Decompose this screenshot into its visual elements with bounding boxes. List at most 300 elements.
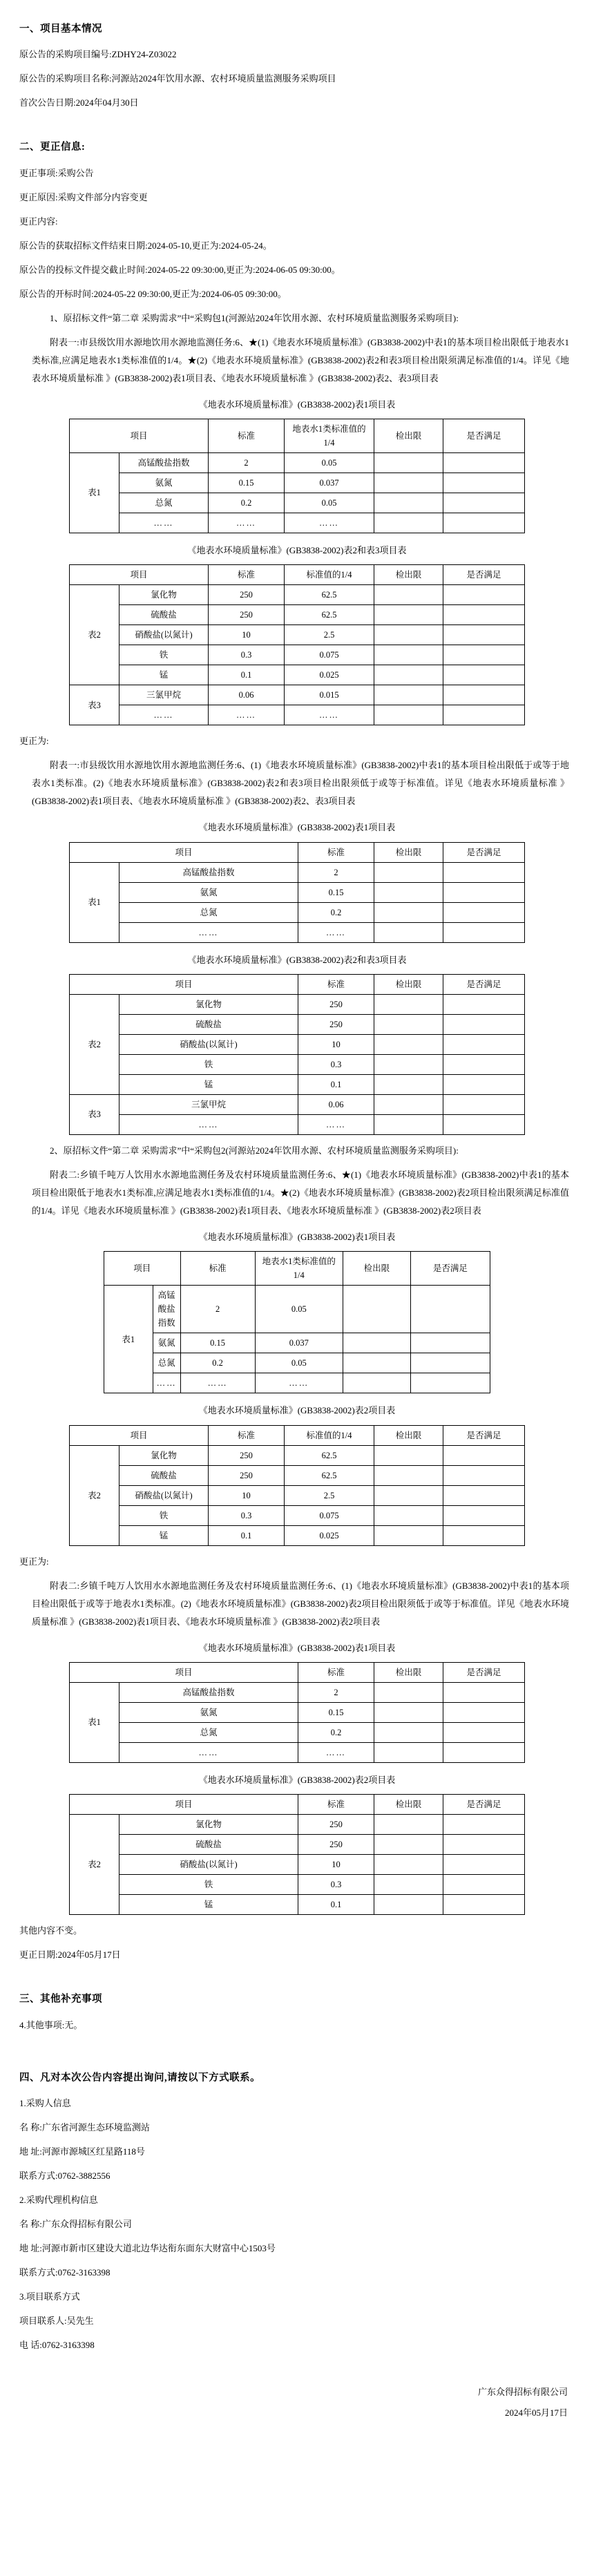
cell-standard: 0.1 xyxy=(298,1074,374,1094)
col-item: 项目 xyxy=(70,1662,298,1682)
cell-meet xyxy=(443,665,525,685)
table-row xyxy=(70,1074,525,1094)
cell-item: 硝酸盐(以氮计) xyxy=(119,1855,298,1875)
cell-standard: 10 xyxy=(298,1034,374,1054)
cell-standard: 2 xyxy=(209,452,285,473)
col-item: 项目 xyxy=(70,419,209,452)
section-heading-basic-info: 一、项目基本情况 xyxy=(19,23,102,35)
cell-standard: 10 xyxy=(298,1855,374,1875)
table-row xyxy=(104,1353,490,1373)
pkg2-correct-to-label: 更正为: xyxy=(19,1556,49,1567)
cell-limit xyxy=(374,473,443,493)
cell-limit xyxy=(374,1835,443,1855)
cell-meet xyxy=(443,585,525,605)
correction-date: 更正日期:2024年05月17日 xyxy=(19,1949,121,1960)
cell-item: 三氯甲烷 xyxy=(119,1094,298,1114)
group-label: 表2 xyxy=(70,1445,119,1545)
correction-matter: 更正事项:采购公告 xyxy=(19,167,94,178)
table-row xyxy=(70,1054,525,1074)
cell-limit xyxy=(374,902,443,922)
cell-standard: …… xyxy=(298,1742,374,1762)
cell-standard: …… xyxy=(298,1114,374,1134)
col-meet: 是否满足 xyxy=(443,1425,525,1445)
cell-limit xyxy=(343,1286,410,1333)
table-p1-new-t1 xyxy=(69,842,525,943)
cell-limit xyxy=(374,882,443,902)
table-row xyxy=(70,1034,525,1054)
cell-quarter: 0.075 xyxy=(285,1505,374,1525)
cell-item: 高锰酸盐指数 xyxy=(119,862,298,882)
cell-meet xyxy=(443,605,525,625)
cell-standard: 0.15 xyxy=(298,882,374,902)
cell-item: 氯化物 xyxy=(119,994,298,1014)
col-limit: 检出限 xyxy=(374,974,443,994)
cell-item: …… xyxy=(119,1742,298,1762)
pkg1-correct-to-label: 更正为: xyxy=(19,736,49,747)
cell-standard: 250 xyxy=(298,1014,374,1034)
cell-limit xyxy=(374,605,443,625)
col-standard: 标准 xyxy=(298,1662,374,1682)
cell-meet xyxy=(443,473,525,493)
cell-quarter: 2.5 xyxy=(285,625,374,645)
cell-item: 锰 xyxy=(119,1895,298,1915)
correction-doc-end-date: 原公告的获取招标文件结束日期:2024-05-10,更正为:2024-05-24。 xyxy=(19,240,272,251)
cell-item: …… xyxy=(119,705,209,725)
cell-item: 高锰酸盐指数 xyxy=(153,1286,180,1333)
table-row xyxy=(70,585,525,605)
col-limit: 检出限 xyxy=(374,1795,443,1815)
table-row xyxy=(70,882,525,902)
table-p1-old-t23 xyxy=(69,564,525,725)
cell-limit xyxy=(374,1722,443,1742)
cell-quarter: 2.5 xyxy=(285,1485,374,1505)
caption-p1-old-t23: 《地表水环境质量标准》(GB3838-2002)表2和表3项目表 xyxy=(187,544,407,555)
table-row xyxy=(70,625,525,645)
cell-limit xyxy=(374,1682,443,1702)
buyer-name: 名 称:广东省河源生态环境监测站 xyxy=(19,2121,150,2133)
cell-meet xyxy=(443,1505,525,1525)
cell-limit xyxy=(374,1014,443,1034)
cell-quarter: 0.037 xyxy=(255,1333,343,1353)
caption-p2-new-t1: 《地表水环境质量标准》(GB3838-2002)表1项目表 xyxy=(198,1642,396,1653)
cell-meet xyxy=(443,1114,525,1134)
cell-item: 硫酸盐 xyxy=(119,1014,298,1034)
cell-meet xyxy=(443,1742,525,1762)
cell-item: …… xyxy=(153,1373,180,1393)
cell-meet xyxy=(443,1702,525,1722)
cell-standard: 0.06 xyxy=(209,685,285,705)
cell-quarter: …… xyxy=(285,705,374,725)
table-row xyxy=(70,1855,525,1875)
cell-standard: …… xyxy=(180,1373,255,1393)
cell-standard: 250 xyxy=(298,994,374,1014)
cell-standard: 0.3 xyxy=(209,645,285,665)
cell-item: 锰 xyxy=(119,1525,209,1545)
table-row xyxy=(70,1445,525,1465)
table-header-row xyxy=(70,842,525,862)
cell-item: 高锰酸盐指数 xyxy=(119,1682,298,1702)
caption-p1-new-t1: 《地表水环境质量标准》(GB3838-2002)表1项目表 xyxy=(198,822,396,833)
cell-meet xyxy=(443,994,525,1014)
col-standard: 标准 xyxy=(298,974,374,994)
col-meet: 是否满足 xyxy=(410,1252,490,1286)
table-p2-old-t2 xyxy=(69,1425,525,1546)
table-row xyxy=(70,685,525,705)
cell-limit xyxy=(374,1445,443,1465)
cell-quarter: 0.05 xyxy=(285,493,374,513)
table-row xyxy=(70,994,525,1014)
cell-meet xyxy=(410,1353,490,1373)
col-limit: 检出限 xyxy=(374,842,443,862)
correction-content-label: 更正内容: xyxy=(19,216,58,227)
caption-p1-old-t1: 《地表水环境质量标准》(GB3838-2002)表1项目表 xyxy=(198,399,396,410)
cell-limit xyxy=(374,625,443,645)
cell-limit xyxy=(374,922,443,942)
table-row xyxy=(70,1835,525,1855)
cell-quarter: 62.5 xyxy=(285,585,374,605)
cell-standard: 0.1 xyxy=(298,1895,374,1915)
cell-quarter: …… xyxy=(285,513,374,533)
group-label: 表1 xyxy=(104,1286,153,1393)
agency-name: 名 称:广东众得招标有限公司 xyxy=(19,2218,132,2229)
table-p2-old-t1 xyxy=(104,1251,490,1393)
cell-meet xyxy=(443,1875,525,1895)
cell-meet xyxy=(443,922,525,942)
col-limit: 检出限 xyxy=(374,1425,443,1445)
cell-quarter: 0.05 xyxy=(255,1353,343,1373)
table-row xyxy=(70,1114,525,1134)
cell-standard: 250 xyxy=(209,1445,285,1465)
cell-quarter: 62.5 xyxy=(285,1465,374,1485)
project-contact-person: 项目联系人:吴先生 xyxy=(19,2315,94,2326)
table-row xyxy=(70,1742,525,1762)
table-row xyxy=(70,1465,525,1485)
cell-standard: 250 xyxy=(209,1465,285,1485)
group-label: 表1 xyxy=(70,1682,119,1762)
cell-item: 总氮 xyxy=(153,1353,180,1373)
group-label: 表3 xyxy=(70,685,119,725)
col-meet: 是否满足 xyxy=(443,1662,525,1682)
cell-item: …… xyxy=(119,1114,298,1134)
agency-info-heading: 2.采购代理机构信息 xyxy=(19,2194,98,2205)
cell-limit xyxy=(374,1742,443,1762)
cell-standard: …… xyxy=(209,513,285,533)
table-header-row xyxy=(70,974,525,994)
cell-limit xyxy=(374,452,443,473)
table-row xyxy=(70,645,525,665)
cell-meet xyxy=(443,862,525,882)
col-standard: 标准 xyxy=(180,1252,255,1286)
cell-standard: 0.3 xyxy=(298,1054,374,1074)
cell-item: 氯化物 xyxy=(119,585,209,605)
table-row xyxy=(70,1815,525,1835)
cell-standard: …… xyxy=(209,705,285,725)
pkg2-old-body: 附表二:乡镇千吨万人饮用水水源地监测任务及农村环境质量监测任务:6、★(1)《地表水环境质量标准》(GB3838-2002)中表1的基本项目检出限低于地表水1类标准,应满足地表水1类标准值的1/4。★(2)《地表水环境质量标准》(GB3838-2002)表2项目检出限须满足标准值的1/4。详见《地表水环境质量标准 》(GB3838-2002)表1项目表、《地表水环境质量标准 》(GB3838-2002)表2项目表 xyxy=(32,1169,569,1216)
pkg2-new-body: 附表二:乡镇千吨万人饮用水水源地监测任务及农村环境质量监测任务:6、(1)《地表水环境质量标准》(GB3838-2002)中表1的基本项目检出限低于或等于地表水1类标准。(2)《地表水环境质量标准》(GB3838-2002)表2项目检出限须低于或等于标准值。详见《地表水环境质量标准 》(GB3838-2002)表1项目表、《地表水环境质量标准 》(GB3838-2002)表2项目表 xyxy=(32,1580,569,1627)
col-meet: 是否满足 xyxy=(443,565,525,585)
col-limit: 检出限 xyxy=(343,1252,410,1286)
cell-item: 硫酸盐 xyxy=(119,1835,298,1855)
group-label: 表2 xyxy=(70,1815,119,1915)
cell-quarter: 0.037 xyxy=(285,473,374,493)
col-item: 项目 xyxy=(70,565,209,585)
cell-meet xyxy=(443,1445,525,1465)
table-row xyxy=(70,1875,525,1895)
cell-limit xyxy=(374,1465,443,1485)
cell-standard: 250 xyxy=(209,605,285,625)
cell-limit xyxy=(374,1855,443,1875)
cell-standard: 2 xyxy=(298,1682,374,1702)
cell-item: 三氯甲烷 xyxy=(119,685,209,705)
table-row xyxy=(70,862,525,882)
cell-meet xyxy=(443,1014,525,1034)
cell-item: 氨氮 xyxy=(119,1702,298,1722)
cell-limit xyxy=(374,493,443,513)
col-standard: 标准 xyxy=(209,565,285,585)
cell-item: 总氮 xyxy=(119,1722,298,1742)
cell-quarter: 0.05 xyxy=(285,452,374,473)
col-limit: 检出限 xyxy=(374,1662,443,1682)
cell-standard: 2 xyxy=(180,1286,255,1333)
cell-quarter: 0.075 xyxy=(285,645,374,665)
table-p2-new-t2 xyxy=(69,1794,525,1915)
col-meet: 是否满足 xyxy=(443,974,525,994)
cell-quarter: 62.5 xyxy=(285,605,374,625)
col-limit: 检出限 xyxy=(374,419,443,452)
cell-meet xyxy=(443,625,525,645)
project-contact-heading: 3.项目联系方式 xyxy=(19,2291,80,2302)
table-row xyxy=(70,1702,525,1722)
table-row xyxy=(104,1373,490,1393)
cell-limit xyxy=(374,513,443,533)
cell-meet xyxy=(443,1815,525,1835)
signature-block xyxy=(19,2382,568,2423)
cell-standard: 0.2 xyxy=(298,1722,374,1742)
cell-meet xyxy=(443,1722,525,1742)
table-header-row xyxy=(104,1252,490,1286)
cell-item: …… xyxy=(119,513,209,533)
cell-limit xyxy=(374,1485,443,1505)
col-item: 项目 xyxy=(70,974,298,994)
cell-meet xyxy=(410,1286,490,1333)
cell-quarter: …… xyxy=(255,1373,343,1393)
cell-standard: 0.2 xyxy=(180,1353,255,1373)
cell-item: 铁 xyxy=(119,1875,298,1895)
cell-standard: 0.15 xyxy=(209,473,285,493)
cell-item: 硝酸盐(以氮计) xyxy=(119,1034,298,1054)
cell-limit xyxy=(343,1353,410,1373)
cell-limit xyxy=(374,1525,443,1545)
cell-item: …… xyxy=(119,922,298,942)
cell-standard: 250 xyxy=(298,1815,374,1835)
cell-limit xyxy=(374,1505,443,1525)
table-row xyxy=(70,1014,525,1034)
cell-meet xyxy=(443,1485,525,1505)
cell-standard: 0.1 xyxy=(209,665,285,685)
other-item-4: 4.其他事项:无。 xyxy=(19,2019,83,2030)
cell-limit xyxy=(374,1054,443,1074)
col-quarter: 地表水1类标准值的1/4 xyxy=(285,419,374,452)
cell-limit xyxy=(374,1074,443,1094)
cell-standard: 250 xyxy=(298,1835,374,1855)
cell-standard: 0.2 xyxy=(209,493,285,513)
first-notice-date: 首次公告日期:2024年04月30日 xyxy=(19,97,139,108)
cell-quarter: 0.025 xyxy=(285,665,374,685)
cell-meet xyxy=(443,645,525,665)
cell-item: 铁 xyxy=(119,1054,298,1074)
no-other-change-note: 其他内容不变。 xyxy=(19,1925,83,1936)
col-quarter: 地表水1类标准值的1/4 xyxy=(255,1252,343,1286)
buyer-phone: 联系方式:0762-3882556 xyxy=(19,2170,111,2181)
cell-limit xyxy=(374,1875,443,1895)
cell-limit xyxy=(374,862,443,882)
col-meet: 是否满足 xyxy=(443,842,525,862)
cell-item: 氨氮 xyxy=(153,1333,180,1353)
cell-standard: 10 xyxy=(209,1485,285,1505)
col-item: 项目 xyxy=(70,1425,209,1445)
cell-item: 锰 xyxy=(119,665,209,685)
cell-limit xyxy=(374,585,443,605)
table-p2-new-t1 xyxy=(69,1662,525,1763)
table-row xyxy=(70,1505,525,1525)
pkg1-old-body: 附表一:市县级饮用水源地饮用水源地监测任务:6、★(1)《地表水环境质量标准》(GB3838-2002)中表1的基本项目检出限低于地表水1类标准,应满足地表水1类标准值的1/4。★(2)《地表水环境质量标准》(GB3838-2002)表2和表3项目检出限须满足标准值的1/4。详见《地表水环境质量标准 》(GB3838-2002)表1项目表、《地表水环境质量标准 》(GB3838-2002)表2、表3项目表 xyxy=(32,336,569,383)
table-header-row xyxy=(70,1425,525,1445)
pkg1-intro: 1、原招标文件“第二章 采购需求”中“采购包1(河源站2024年饮用水源、农村环境质量监测服务采购项目): xyxy=(50,312,459,323)
cell-meet xyxy=(443,493,525,513)
buyer-address: 地 址:河源市源城区红星路118号 xyxy=(19,2146,145,2157)
cell-limit xyxy=(374,1815,443,1835)
cell-item: 高锰酸盐指数 xyxy=(119,452,209,473)
cell-meet xyxy=(443,1094,525,1114)
table-row xyxy=(70,705,525,725)
cell-limit xyxy=(374,994,443,1014)
cell-standard: 10 xyxy=(209,625,285,645)
table-row xyxy=(70,1895,525,1915)
cell-meet xyxy=(443,1074,525,1094)
cell-standard: 0.06 xyxy=(298,1094,374,1114)
group-label: 表2 xyxy=(70,994,119,1094)
cell-standard: 0.3 xyxy=(298,1875,374,1895)
table-p1-new-t23 xyxy=(69,974,525,1135)
cell-meet xyxy=(410,1333,490,1353)
col-standard: 标准 xyxy=(209,1425,285,1445)
col-standard: 标准 xyxy=(298,842,374,862)
cell-limit xyxy=(374,685,443,705)
table-header-row xyxy=(70,565,525,585)
table-row xyxy=(70,1094,525,1114)
table-header-row xyxy=(70,419,525,452)
cell-item: 氨氮 xyxy=(119,882,298,902)
cell-meet xyxy=(443,902,525,922)
table-p1-old-t1 xyxy=(69,419,525,533)
cell-item: 铁 xyxy=(119,1505,209,1525)
caption-p2-old-t2: 《地表水环境质量标准》(GB3838-2002)表2项目表 xyxy=(198,1405,396,1416)
cell-standard: 2 xyxy=(298,862,374,882)
cell-limit xyxy=(374,1114,443,1134)
col-quarter: 标准值的1/4 xyxy=(285,565,374,585)
cell-item: 硫酸盐 xyxy=(119,1465,209,1485)
table-row xyxy=(70,493,525,513)
cell-item: 总氮 xyxy=(119,902,298,922)
caption-p1-new-t23: 《地表水环境质量标准》(GB3838-2002)表2和表3项目表 xyxy=(187,954,407,965)
correction-reason: 更正原因:采购文件部分内容变更 xyxy=(19,191,148,202)
cell-meet xyxy=(443,1034,525,1054)
agency-address: 地 址:河源市新市区建设大道北边华达衔东面东大财富中心1503号 xyxy=(19,2242,276,2253)
col-meet: 是否满足 xyxy=(443,1795,525,1815)
project-number: 原公告的采购项目编号:ZDHY24-Z03022 xyxy=(19,49,177,60)
cell-item: 硝酸盐(以氮计) xyxy=(119,1485,209,1505)
col-item: 项目 xyxy=(70,1795,298,1815)
col-item: 项目 xyxy=(104,1252,181,1286)
cell-limit xyxy=(343,1333,410,1353)
group-label: 表1 xyxy=(70,862,119,942)
cell-limit xyxy=(374,1034,443,1054)
cell-meet xyxy=(443,1682,525,1702)
cell-quarter: 0.05 xyxy=(255,1286,343,1333)
pkg2-intro: 2、原招标文件“第二章 采购需求”中“采购包2(河源站2024年饮用水源、农村环境质量监测服务采购项目): xyxy=(50,1145,459,1156)
caption-p2-old-t1: 《地表水环境质量标准》(GB3838-2002)表1项目表 xyxy=(198,1231,396,1242)
signature-company: 广东众得招标有限公司 xyxy=(477,2386,568,2397)
cell-standard: 0.1 xyxy=(209,1525,285,1545)
section-heading-other-items: 三、其他补充事项 xyxy=(19,1994,102,2005)
col-quarter: 标准值的1/4 xyxy=(285,1425,374,1445)
table-header-row xyxy=(70,1795,525,1815)
caption-p2-new-t2: 《地表水环境质量标准》(GB3838-2002)表2项目表 xyxy=(198,1774,396,1785)
col-item: 项目 xyxy=(70,842,298,862)
cell-meet xyxy=(443,705,525,725)
table-row xyxy=(70,1722,525,1742)
cell-meet xyxy=(443,1465,525,1485)
table-row xyxy=(70,605,525,625)
cell-standard: 0.15 xyxy=(298,1702,374,1722)
correction-open-time: 原公告的开标时间:2024-05-22 09:30:00,更正为:2024-06-05 09:30:00。 xyxy=(19,288,287,299)
cell-standard: 250 xyxy=(209,585,285,605)
cell-meet xyxy=(410,1373,490,1393)
cell-quarter: 0.025 xyxy=(285,1525,374,1545)
cell-limit xyxy=(374,705,443,725)
cell-item: 总氮 xyxy=(119,493,209,513)
cell-meet xyxy=(443,1525,525,1545)
col-standard: 标准 xyxy=(298,1795,374,1815)
cell-meet xyxy=(443,1855,525,1875)
cell-limit xyxy=(374,1895,443,1915)
cell-item: 铁 xyxy=(119,645,209,665)
cell-limit xyxy=(374,645,443,665)
cell-meet xyxy=(443,452,525,473)
table-row xyxy=(70,452,525,473)
group-label: 表2 xyxy=(70,585,119,685)
cell-item: 氯化物 xyxy=(119,1445,209,1465)
cell-meet xyxy=(443,513,525,533)
cell-standard: 0.3 xyxy=(209,1505,285,1525)
table-row xyxy=(70,1682,525,1702)
cell-limit xyxy=(374,1094,443,1114)
table-row xyxy=(70,665,525,685)
project-contact-phone: 电 话:0762-3163398 xyxy=(19,2339,95,2350)
cell-meet xyxy=(443,1054,525,1074)
group-label: 表1 xyxy=(70,452,119,533)
table-header-row xyxy=(70,1662,525,1682)
pkg1-new-body: 附表一:市县级饮用水源地饮用水源地监测任务:6、(1)《地表水环境质量标准》(GB3838-2002)中表1的基本项目检出限低于或等于地表水1类标准。(2)《地表水环境质量标准》(GB3838-2002)表2和表3项目检出限须低于或等于标准值。详见《地表水环境质量标准 》(GB3838-2002)表1项目表、《地表水环境质量标准 》(GB3838-2002)表2、表3项目表 xyxy=(32,760,569,807)
cell-standard: 0.15 xyxy=(180,1333,255,1353)
table-row xyxy=(70,513,525,533)
cell-standard: …… xyxy=(298,922,374,942)
table-row xyxy=(104,1286,490,1333)
cell-quarter: 62.5 xyxy=(285,1445,374,1465)
cell-item: 锰 xyxy=(119,1074,298,1094)
section-heading-contact: 四、凡对本次公告内容提出询问,请按以下方式联系。 xyxy=(19,2072,261,2083)
table-row xyxy=(70,1525,525,1545)
